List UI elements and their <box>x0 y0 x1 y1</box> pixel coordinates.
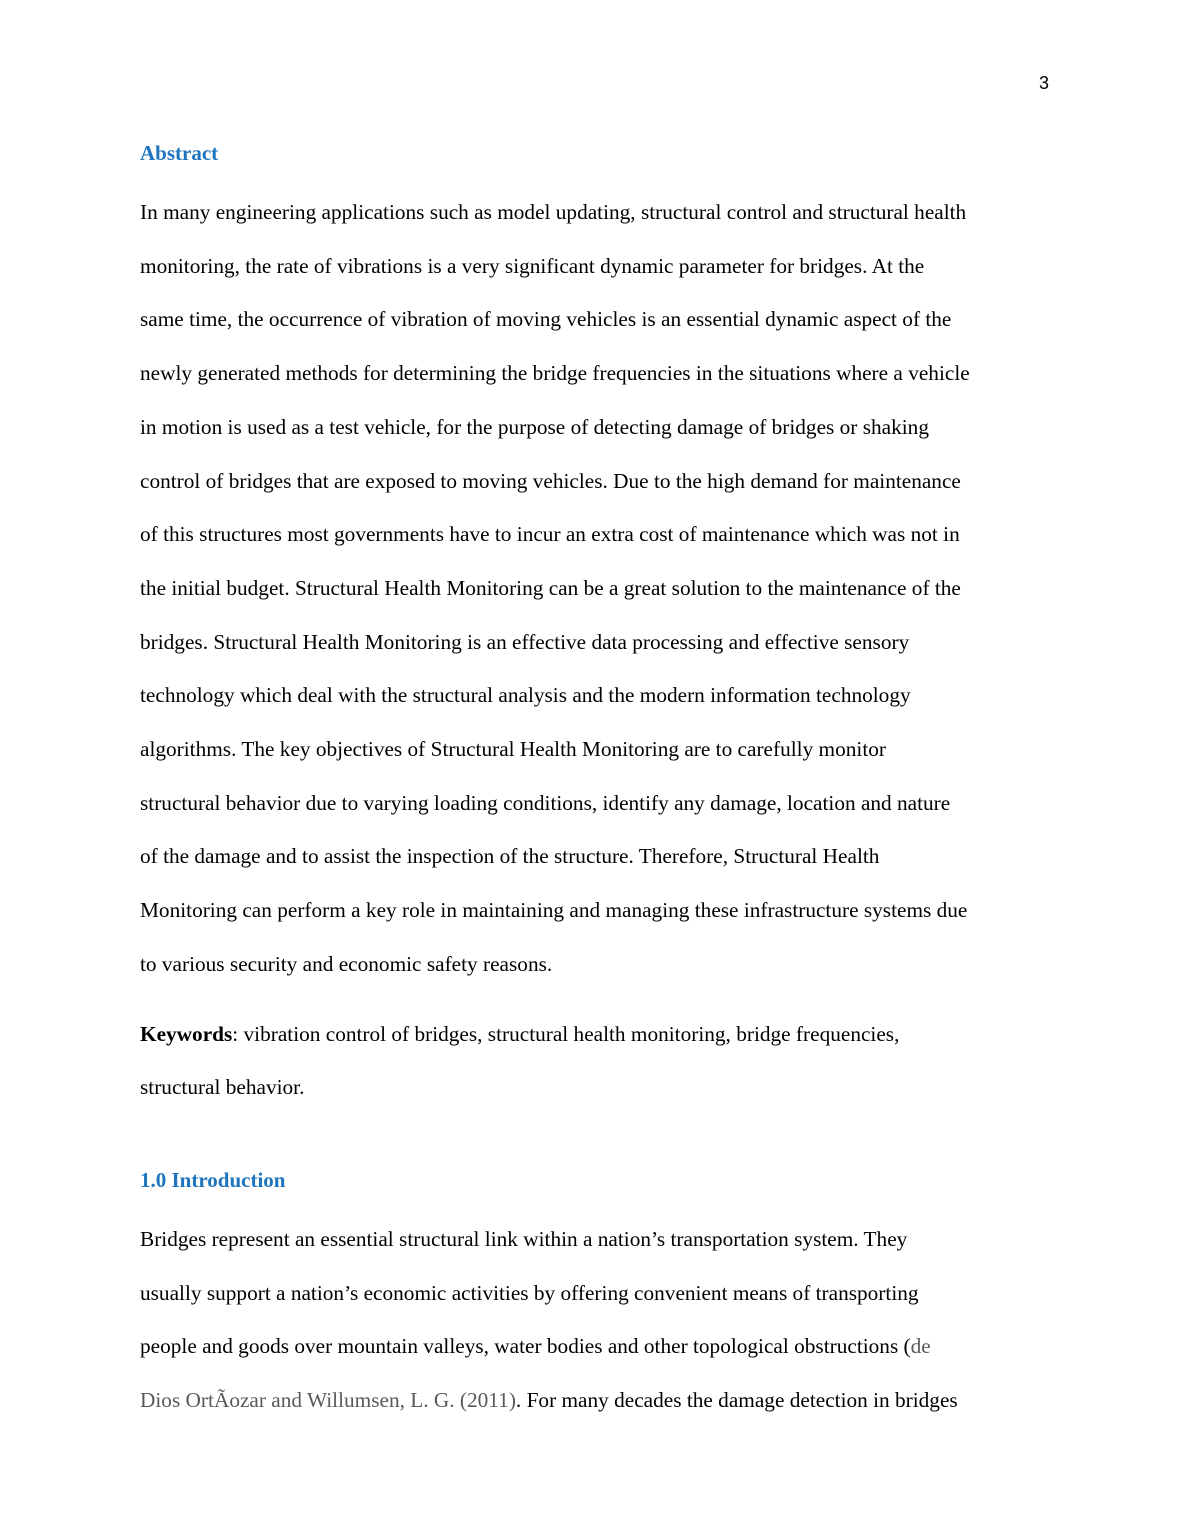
abstract-line: of this structures most governments have to incur an extra cost of maintenance which was not in <box>140 522 960 547</box>
introduction-heading: 1.0 Introduction <box>140 1167 286 1192</box>
abstract-heading: Abstract <box>140 141 219 165</box>
keywords-line <box>140 1008 1052 1062</box>
keywords-line: structural behavior. <box>140 1075 305 1100</box>
abstract-line: to various security and economic safety reasons. <box>140 951 553 976</box>
citation-link[interactable]: Dios OrtÃozar and Willumsen, L. G. (2011) <box>140 1388 516 1413</box>
abstract-line: monitoring, the rate of vibrations is a very significant dynamic parameter for bridges. At the <box>140 253 925 278</box>
abstract-line: control of bridges that are exposed to moving vehicles. Due to the high demand for maintenance <box>140 468 961 493</box>
abstract-line: newly generated methods for determining the bridge frequencies in the situations where a vehicle <box>140 361 970 386</box>
introduction-text: . For many decades the damage detection in bridges <box>515 1388 958 1413</box>
introduction-text: people and goods over mountain valleys, water bodies and other topological obstructions ( <box>140 1334 911 1359</box>
abstract-line: the initial budget. Structural Health Monitoring can be a great solution to the maintenance of the <box>140 575 961 600</box>
abstract-line: In many engineering applications such as model updating, structural control and structural health <box>140 200 967 224</box>
document-body <box>140 137 1052 1428</box>
abstract-line: bridges. Structural Health Monitoring is an effective data processing and effective sensory <box>140 629 910 654</box>
abstract-line: algorithms. The key objectives of Structural Health Monitoring are to carefully monitor <box>140 737 886 762</box>
keywords-label: Keywords <box>140 1021 233 1046</box>
abstract-paragraph <box>140 186 1052 992</box>
abstract-line: of the damage and to assist the inspection of the structure. Therefore, Structural Health <box>140 844 880 869</box>
keywords-paragraph <box>140 1008 1052 1115</box>
citation-link[interactable]: de <box>910 1334 931 1359</box>
page-number: 3 <box>1038 73 1049 93</box>
introduction-line <box>140 1320 1052 1374</box>
keywords-list: : vibration control of bridges, structural health monitoring, bridge frequencies, <box>232 1021 900 1046</box>
introduction-line <box>140 1374 1052 1428</box>
abstract-line: in motion is used as a test vehicle, for the purpose of detecting damage of bridges or shaking <box>140 414 929 439</box>
introduction-paragraph <box>140 1213 1052 1428</box>
abstract-line: Monitoring can perform a key role in maintaining and managing these infrastructure systems due <box>140 898 968 923</box>
abstract-line: structural behavior due to varying loading conditions, identify any damage, location and nature <box>140 790 951 815</box>
introduction-line: Bridges represent an essential structural link within a nation’s transportation system. They <box>140 1226 908 1251</box>
introduction-line: usually support a nation’s economic activities by offering convenient means of transporting <box>140 1280 919 1305</box>
abstract-line: same time, the occurrence of vibration of moving vehicles is an essential dynamic aspect of the <box>140 307 952 332</box>
abstract-line: technology which deal with the structural analysis and the modern information technology <box>140 683 911 708</box>
